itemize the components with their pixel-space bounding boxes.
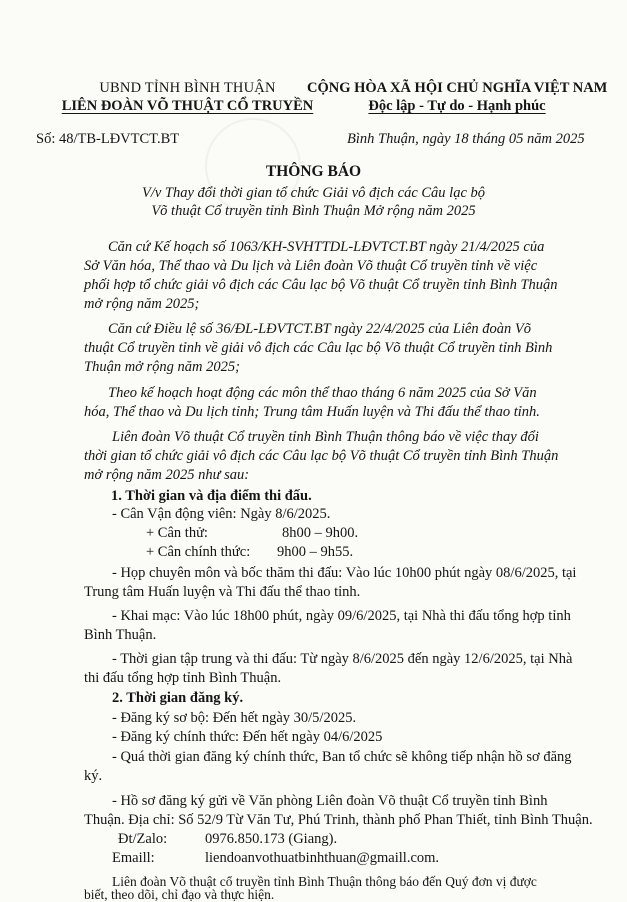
meeting-line: Trung tâm Huấn luyện và Thi đấu thể thao tỉnh. <box>84 584 361 600</box>
intro-line: Liên đoàn Võ thuật Cổ truyền tỉnh Bình Thuận thông báo về việc thay đổi <box>112 429 539 445</box>
basis-1-line: phối hợp tổ chức giải vô địch các Câu lạc bộ Võ thuật Cổ truyền tỉnh Bình Thuận <box>84 277 558 293</box>
basis-1-line: mở rộng năm 2025; <box>84 296 200 312</box>
header-right <box>307 80 607 115</box>
doc-number: Số: 48/TB-LĐVTCT.BT <box>36 131 180 147</box>
official-weigh-time: 9h00 – 9h55. <box>277 544 354 560</box>
basis-1-line: Sở Văn hóa, Thể thao và Du lịch và Liên đoàn Võ thuật Cổ truyền tỉnh về việc <box>84 258 538 274</box>
trial-weigh-time: 8h00 – 9h00. <box>282 525 359 541</box>
closing-line: biết, theo dõi, chỉ đạo và thực hiện. <box>84 887 275 902</box>
section-2-heading: 2. Thời gian đăng ký. <box>112 690 244 706</box>
phone-label: Đt/Zalo: <box>118 831 168 847</box>
doc-title: THÔNG BÁO <box>265 163 362 180</box>
basis-2-line: thuật Cổ truyền tỉnh về giải vô địch các Câu lạc bộ Võ thuật Cổ truyền tỉnh Bình <box>84 340 553 356</box>
basis-3-line: Theo kế hoạch hoạt động các môn thể thao tháng 6 năm 2025 của Sở Văn <box>108 385 537 401</box>
prelim-registration: - Đăng ký sơ bộ: Đến hết ngày 30/5/2025. <box>112 710 357 726</box>
late-registration-line: - Quá thời gian đăng ký chính thức, Ban tổ chức sẽ không tiếp nhận hồ sơ đăng <box>112 749 572 765</box>
intro-line: thời gian tổ chức giải vô địch các Câu lạc bộ Võ thuật Cổ truyền tỉnh Bình Thuận <box>84 448 559 464</box>
official-registration: - Đăng ký chính thức: Đến hết ngày 04/6/2025 <box>112 729 383 745</box>
competition-line: - Thời gian tập trung và thi đấu: Từ ngày 8/6/2025 đến ngày 12/6/2025, tại Nhà <box>112 651 573 667</box>
competition-line: thi đấu tổng hợp tỉnh Bình Thuận. <box>84 670 282 686</box>
email-label: Emaill: <box>112 850 155 866</box>
late-registration-line: ký. <box>84 768 103 784</box>
submission-line: Thuận. Địa chỉ: Số 52/9 Từ Văn Tư, Phú Trinh, thành phố Phan Thiết, tỉnh Bình Thuận. <box>84 812 593 828</box>
opening-line: - Khai mạc: Vào lúc 18h00 phút, ngày 09/6/2025, tại Nhà thi đấu tổng hợp tỉnh <box>112 608 571 624</box>
intro-line: mở rộng năm 2025 như sau: <box>84 467 250 483</box>
section-1-heading: 1. Thời gian và địa điểm thi đấu. <box>111 488 312 504</box>
weigh-in-line: - Cân Vận động viên: Ngày 8/6/2025. <box>112 506 331 522</box>
email-address: liendoanvothuatbinhthuan@gmaill.com. <box>205 850 440 866</box>
subject-line-1: V/v Thay đổi thời gian tổ chức Giải vô địch các Câu lạc bộ <box>141 185 486 201</box>
opening-line: Bình Thuận. <box>84 627 157 643</box>
submission-line: - Hồ sơ đăng ký gửi về Văn phòng Liên đoàn Võ thuật Cổ truyền tỉnh Bình <box>112 793 548 809</box>
meeting-line: - Họp chuyên môn và bốc thăm thi đấu: Vào lúc 10h00 phút ngày 08/6/2025, tại <box>112 565 577 581</box>
doc-date: Bình Thuận, ngày 18 tháng 05 năm 2025 <box>347 131 585 147</box>
basis-1-line: Căn cứ Kế hoạch số 1063/KH-SVHTTDL-LĐVTCT.BT ngày 21/4/2025 của <box>108 239 545 255</box>
header-left <box>60 80 315 115</box>
agency-name: UBND TỈNH BÌNH THUẬN <box>99 80 276 96</box>
motto: Độc lập - Tự do - Hạnh phúc <box>368 98 546 114</box>
subject-line-2: Võ thuật Cổ truyền tỉnh Bình Thuận Mở rộng năm 2025 <box>151 203 476 219</box>
official-weigh-label: + Cân chính thức: <box>146 544 251 560</box>
phone-number: 0976.850.173 (Giang). <box>205 831 338 847</box>
basis-3-line: hóa, Thể thao và Du lịch tỉnh; Trung tâm Huấn luyện và Thi đấu thể thao tỉnh. <box>84 404 540 420</box>
trial-weigh-label: + Cân thử: <box>146 525 208 541</box>
org-name: LIÊN ĐOÀN VÕ THUẬT CỔ TRUYỀN <box>61 98 314 114</box>
closing-line: Liên đoàn Võ thuật cổ truyền tỉnh Bình Thuận thông báo đến Quý đơn vị được <box>112 874 537 889</box>
basis-2-line: Thuận mở rộng năm 2025; <box>84 359 240 375</box>
nation-name: CỘNG HÒA XÃ HỘI CHỦ NGHĨA VIỆT NAM <box>307 80 608 96</box>
basis-2-line: Căn cứ Điều lệ số 36/ĐL-LĐVTCT.BT ngày 22/4/2025 của Liên đoàn Võ <box>108 321 532 337</box>
